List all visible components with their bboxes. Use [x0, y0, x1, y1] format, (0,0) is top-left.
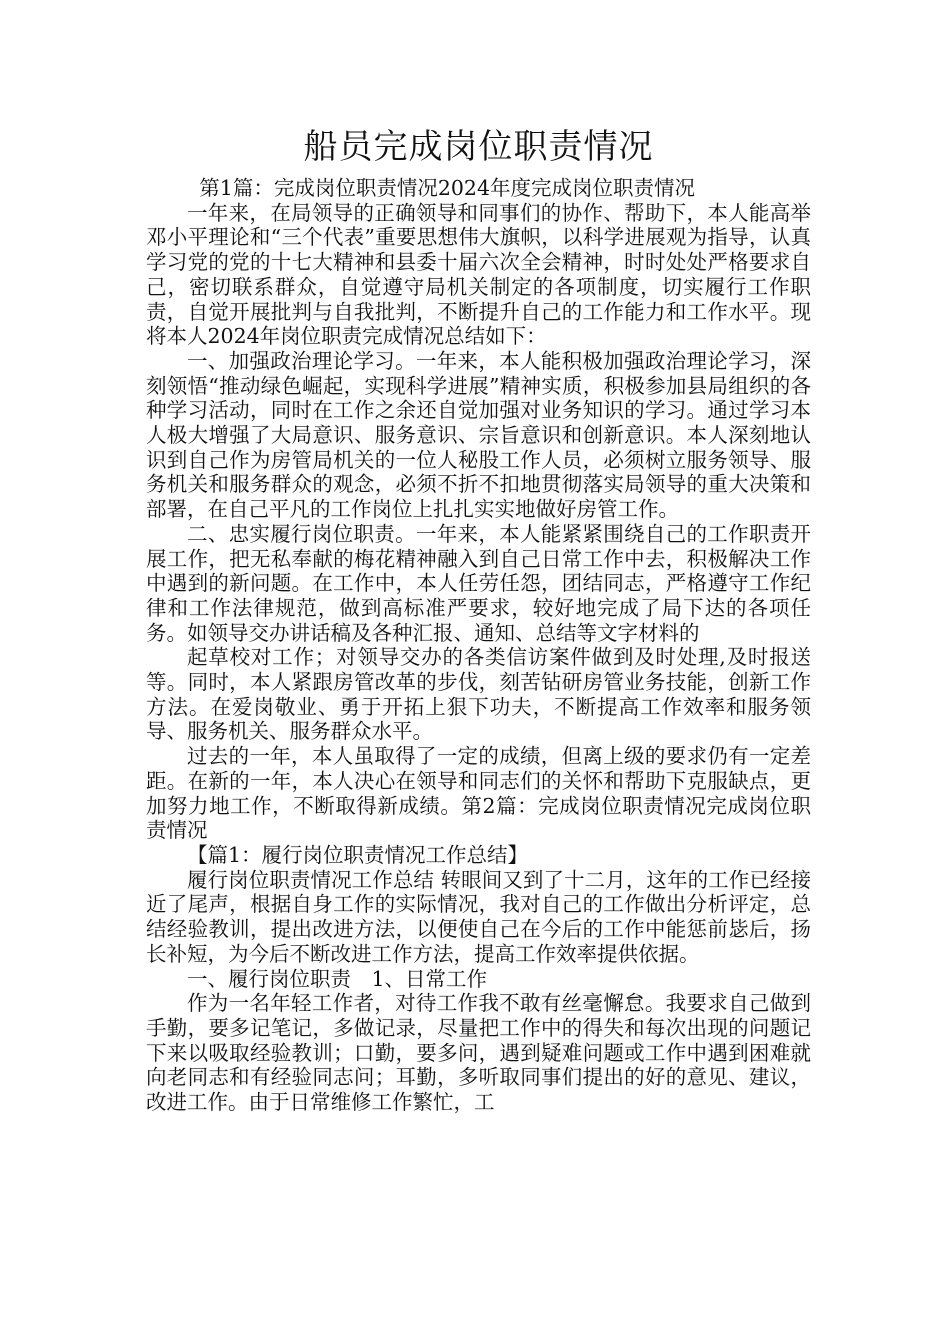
document-body	[146, 122, 811, 1115]
paragraph-duties: 二、忠实履行岗位职责。一年来，本人能紧紧围绕自己的工作职责开展工作，把无私奉献的梅花精神融入到自己日常工作中去，积极解决工作中遇到的新问题。在工作中，本人任劳任怨，团结同志，严格遵守工作纪律和工作法律规范，做到高标准严要求，较好地完成了局下达的各项任务。如领导交办讲话稿及各种汇报、通知、总结等文字材料的	[146, 521, 811, 645]
paragraph-intro: 一年来，在局领导的正确领导和同事们的协作、帮助下，本人能高举邓小平理论和“三个代表”重要思想伟大旗帜，以科学进展观为指导，认真学习党的党的十七大精神和县委十届六次全会精神，时时处处严格要求自己，密切联系群众，自觉遵守局机关制定的各项制度，切实履行工作职责，自觉开展批判与自我批判，不断提升自己的工作能力和工作水平。现将本人2024年岗位职责完成情况总结如下：	[146, 200, 811, 349]
paragraph-summary: 过去的一年，本人虽取得了一定的成绩，但离上级的要求仍有一定差距。在新的一年，本人决心在领导和同志们的关怀和帮助下克服缺点，更加努力地工作，不断取得新成绩。第2篇：完成岗位职责情况完成岗位职责情况	[146, 744, 811, 843]
section-heading-daily-work: 一、履行岗位职责 1、日常工作	[187, 966, 488, 991]
paragraph-drafting: 起草校对工作；对领导交办的各类信访案件做到及时处理,及时报送等。同时，本人紧跟房管改革的步伐，刻苦钻研房管业务技能，创新工作方法。在爱岗敬业、勇于开拓上狠下功夫，不断提高工作效率和服务领导、服务机关、服务群众水平。	[146, 645, 811, 744]
paragraph-work-review: 履行岗位职责情况工作总结 转眼间又到了十二月，这年的工作已经接近了尾声，根据自身工作的实际情况，我对自己的工作做出分析评定，总结经验教训，提出改进方法，以便使自己在今后的工作中能惩前毖后，扬长补短，为今后不断改进工作方法，提高工作效率提供依据。	[146, 867, 811, 966]
paragraph-daily-work: 作为一名年轻工作者，对待工作我不敢有丝毫懈怠。我要求自己做到手勤，要多记笔记，多做记录，尽量把工作中的得失和每次出现的问题记下来以吸取经验教训；口勤，要多问，遇到疑难问题或工作中遇到困难就向老同志和有经验同志问；耳勤，多听取同事们提出的好的意见、建议，改进工作。由于日常维修工作繁忙，工	[146, 991, 811, 1115]
document-title: 船员完成岗位职责情况	[303, 127, 654, 167]
section-heading-part1: 第1篇：完成岗位职责情况2024年度完成岗位职责情况	[199, 176, 696, 200]
section-heading-part1-title: 【篇1：履行岗位职责情况工作总结】	[187, 842, 529, 867]
paragraph-political-study: 一、加强政治理论学习。一年来，本人能积极加强政治理论学习，深刻领悟“推动绿色崛起，实现科学进展”精神实质，积极参加县局组织的各种学习活动，同时在工作之余还自觉加强对业务知识的学习。通过学习本人极大增强了大局意识、服务意识、宗旨意识和创新意识。本人深刻地认识到自己作为房管局机关的一位人秘股工作人员，必须树立服务领导、服务机关和服务群众的观念，必须不折不扣地贯彻落实局领导的重大决策和部署，在自己平凡的工作岗位上扎扎实实地做好房管工作。	[146, 348, 811, 522]
